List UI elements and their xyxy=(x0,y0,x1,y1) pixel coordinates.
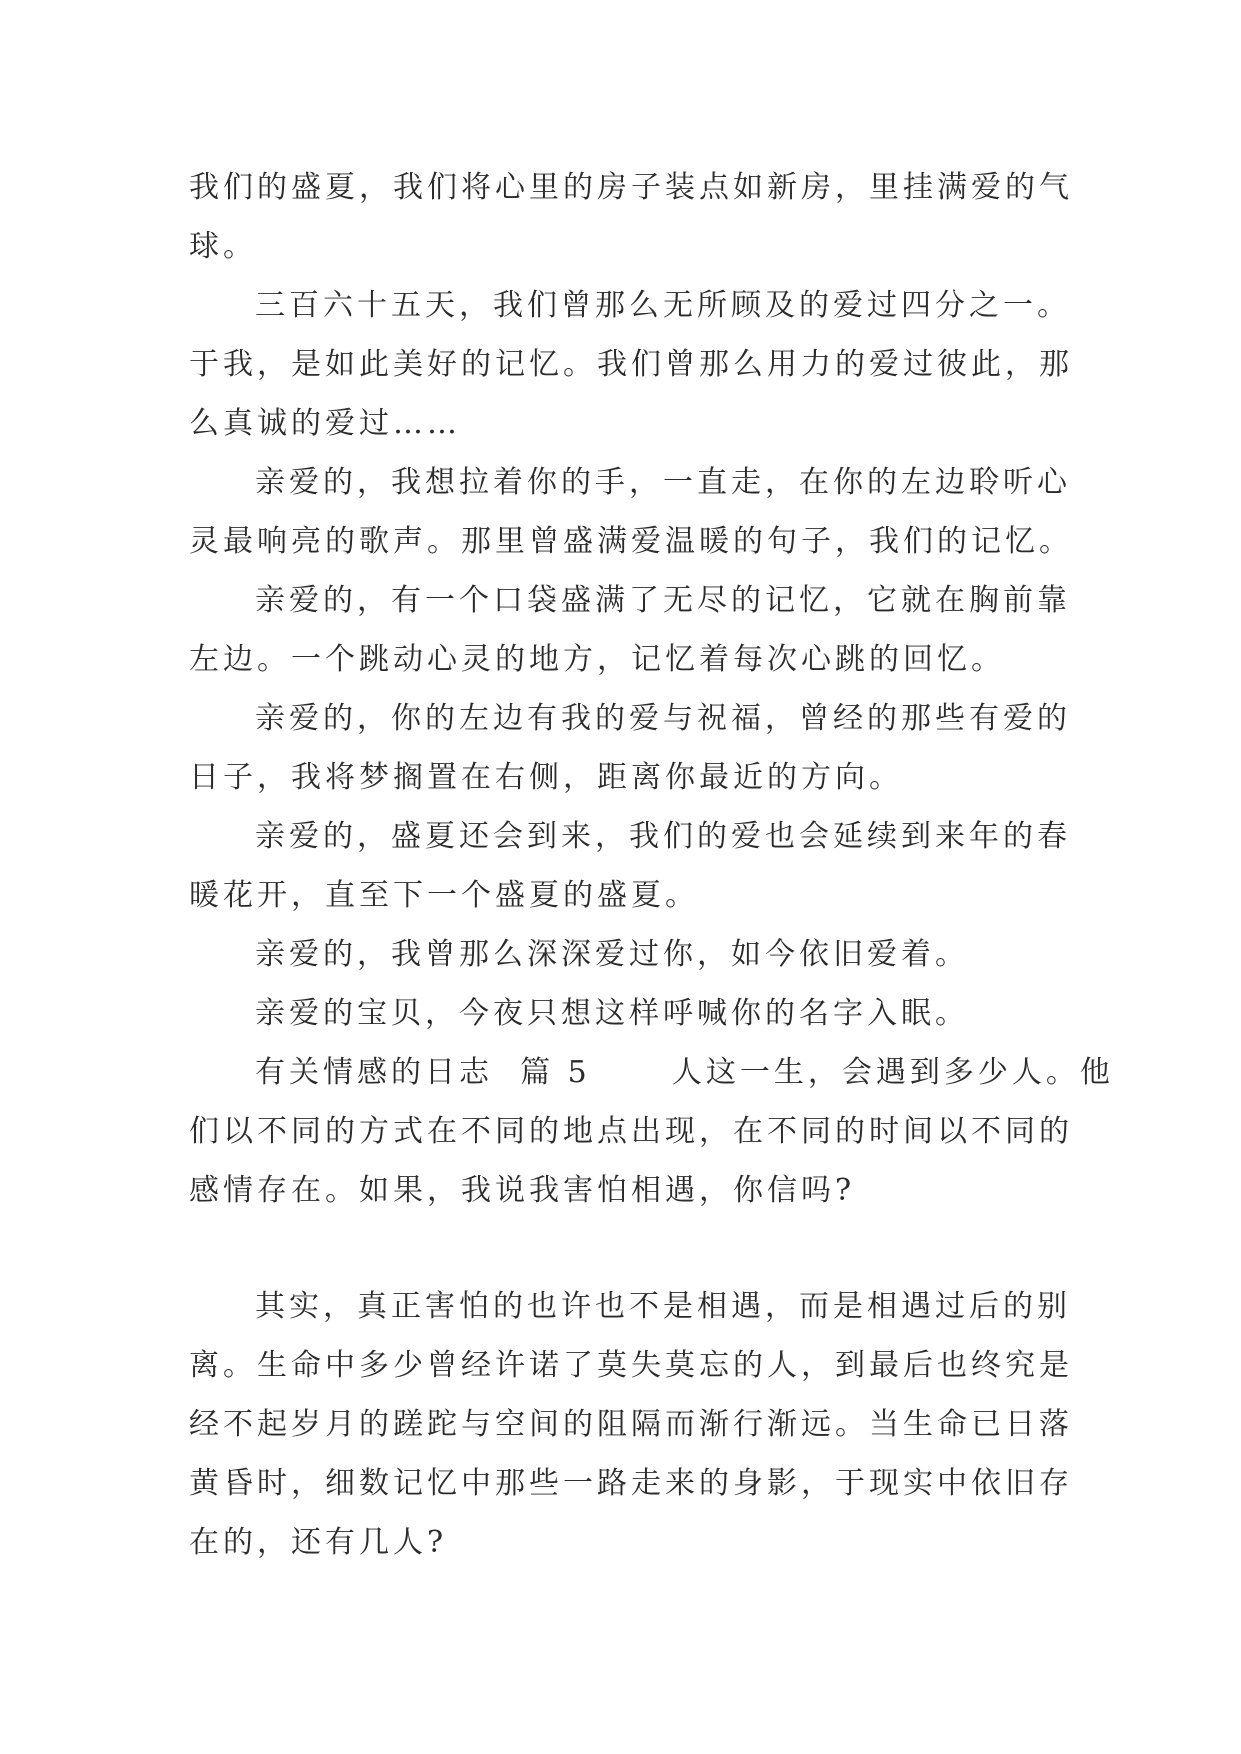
text-line: 亲爱的，我曾那么深深爱过你，如今依旧爱着。 xyxy=(255,937,969,972)
text-line: 三百六十五天，我们曾那么无所顾及的爱过四分之一。 xyxy=(255,288,1071,323)
text-line: 亲爱的宝贝，今夜只想这样呼喊你的名字入眠。 xyxy=(255,996,969,1031)
text-line: 亲爱的，你的左边有我的爱与祝福，曾经的那些有爱的 xyxy=(255,701,1071,736)
text-line: 左边。一个跳动心灵的地方，记忆着每次心跳的回忆。 xyxy=(189,642,1005,677)
text-line: 黄昏时，细数记忆中那些一路走来的身影，于现实中依旧存 xyxy=(189,1466,1073,1501)
text-line: 我们的盛夏，我们将心里的房子装点如新房，里挂满爱的气 xyxy=(189,170,1073,205)
section-heading-line: 有关情感的日志 篇 5 人这一生，会遇到多少人。他 xyxy=(255,1055,1114,1090)
text-line: 其实，真正害怕的也许也不是相遇，而是相遇过后的别 xyxy=(255,1289,1071,1324)
text-line: 日子，我将梦搁置在右侧，距离你最近的方向。 xyxy=(189,760,903,795)
text-line: 于我，是如此美好的记忆。我们曾那么用力的爱过彼此，那 xyxy=(189,347,1073,382)
text-line: 灵最响亮的歌声。那里曾盛满爱温暖的句子，我们的记忆。 xyxy=(189,524,1073,559)
text-line: 在的，还有几人? xyxy=(189,1525,448,1560)
text-line: 们以不同的方式在不同的地点出现，在不同的时间以不同的 xyxy=(189,1114,1073,1149)
text-line: 亲爱的，盛夏还会到来，我们的爱也会延续到来年的春 xyxy=(255,819,1071,854)
text-line: 球。 xyxy=(189,229,257,264)
text-line: 感情存在。如果，我说我害怕相遇，你信吗? xyxy=(189,1173,856,1208)
text-line: 亲爱的，有一个口袋盛满了无尽的记忆，它就在胸前靠 xyxy=(255,583,1071,618)
text-line: 离。生命中多少曾经许诺了莫失莫忘的人，到最后也终究是 xyxy=(189,1348,1073,1383)
text-line: 经不起岁月的蹉跎与空间的阻隔而渐行渐远。当生命已日落 xyxy=(189,1407,1073,1442)
text-line: 么真诚的爱过…… xyxy=(189,406,461,441)
text-line: 亲爱的，我想拉着你的手，一直走，在你的左边聆听心 xyxy=(255,465,1071,500)
text-line: 暖花开，直至下一个盛夏的盛夏。 xyxy=(189,878,699,913)
